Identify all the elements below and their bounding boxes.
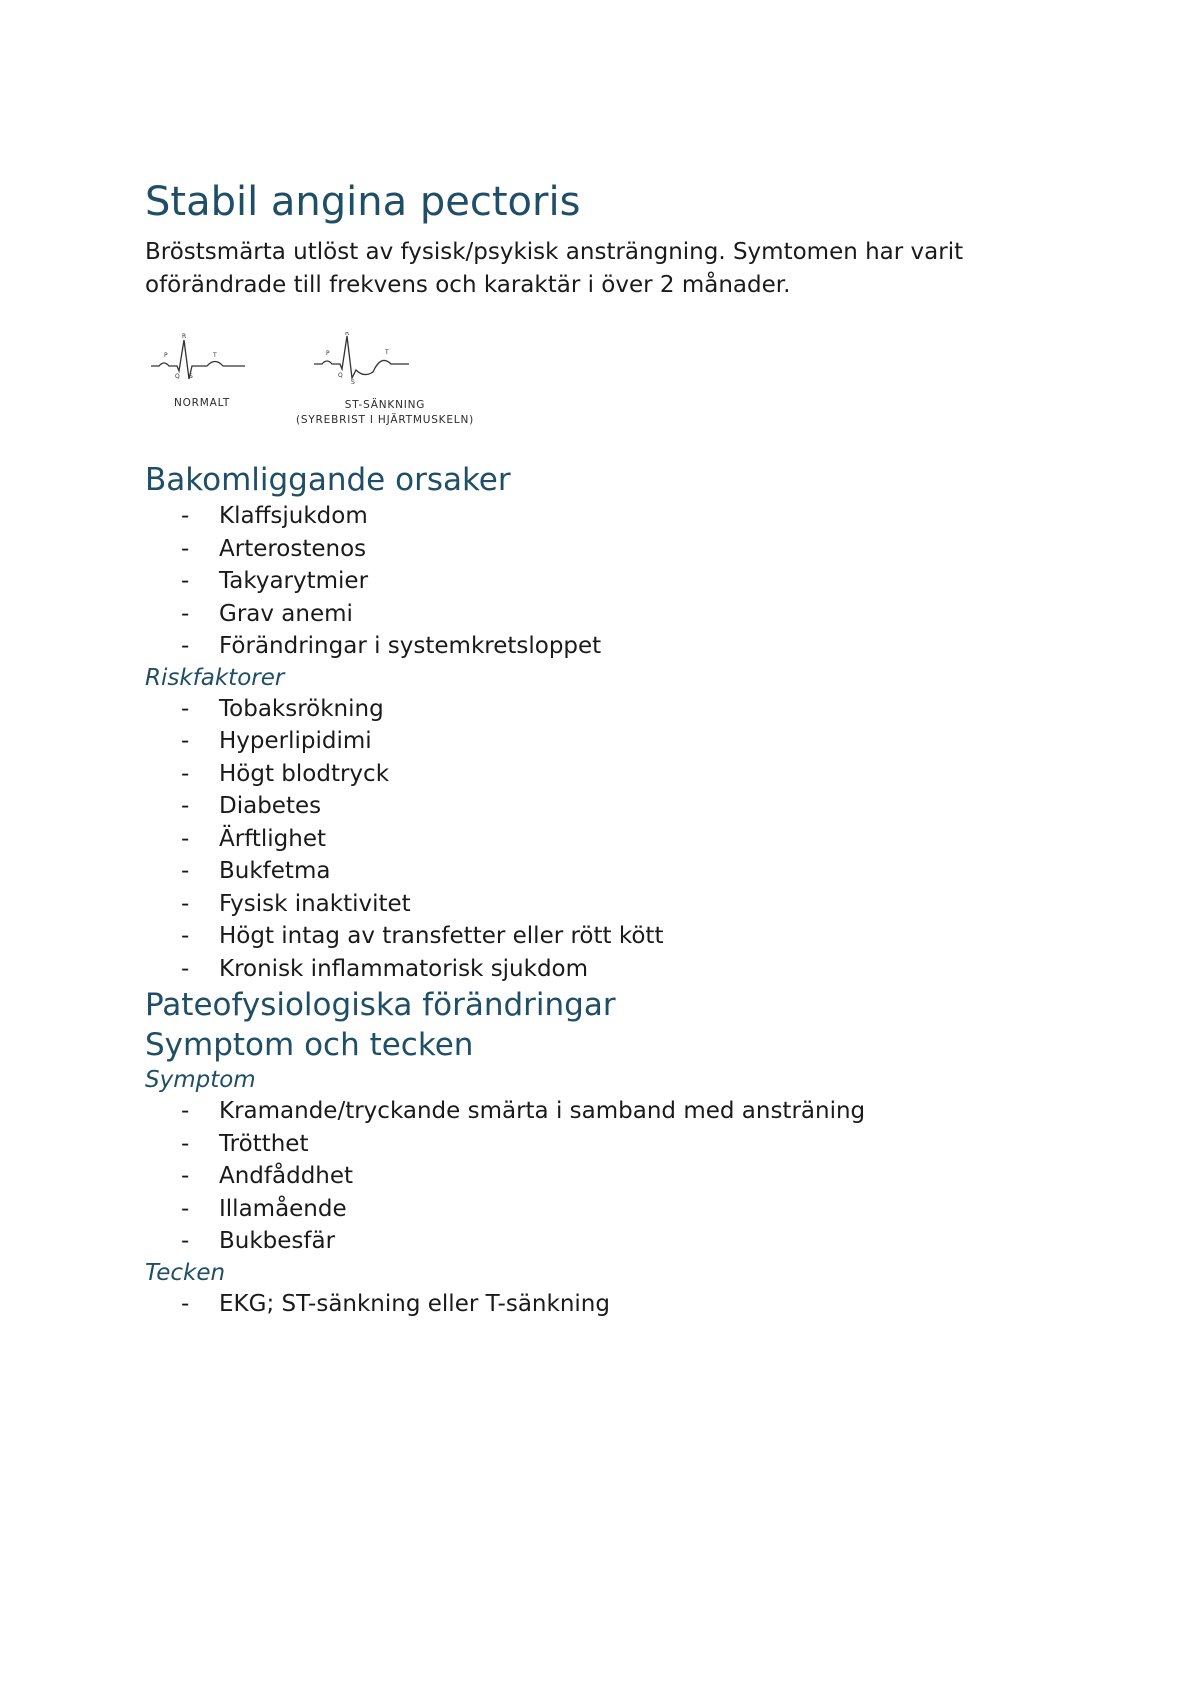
intro-paragraph <box>145 236 1065 302</box>
list-item-text: EKG; ST-sänkning eller T-sänkning <box>219 1290 610 1317</box>
list-dash: - <box>181 695 190 722</box>
list-item <box>145 1288 1065 1321</box>
list-item <box>145 1160 1065 1193</box>
list-item <box>145 920 1065 953</box>
list-symptom <box>145 1095 1065 1258</box>
ecg-st-label <box>265 398 505 428</box>
list-item-text: Bukfetma <box>219 858 331 884</box>
list-item-text: Bukbesfär <box>219 1228 336 1254</box>
list-item <box>145 790 1065 823</box>
list-dash: - <box>181 728 190 754</box>
list-item-text: Kramande/tryckande smärta i samband med ansträning <box>219 1098 866 1124</box>
list-dash: - <box>181 825 190 852</box>
list-item <box>145 1193 1065 1226</box>
ecg-normal-r: R <box>182 333 187 340</box>
list-dash: - <box>181 1163 190 1189</box>
list-dash: - <box>181 503 190 529</box>
ecg-st-q: Q <box>338 372 343 379</box>
list-dash: - <box>181 1098 190 1124</box>
list-item <box>145 693 1065 726</box>
ecg-st-s: S <box>351 379 355 386</box>
ecg-st-t: T <box>385 349 389 356</box>
list-item <box>145 725 1065 758</box>
list-dash: - <box>181 923 190 949</box>
ecg-normal-s: S <box>189 373 193 380</box>
heading-riskfaktorer: Riskfaktorer <box>145 664 285 691</box>
list-item-text: Arterostenos <box>219 535 367 562</box>
list-dash: - <box>181 1130 190 1157</box>
list-dash: - <box>181 1195 190 1222</box>
list-item-text: Ärftlighet <box>219 825 327 852</box>
ecg-normal-trace <box>151 333 245 380</box>
list-item <box>145 630 1065 663</box>
ecg-normal-p: P <box>164 352 168 359</box>
list-item-text: Klaffsjukdom <box>219 503 368 529</box>
page-title: Stabil angina pectoris <box>145 179 581 225</box>
list-dash: - <box>181 535 190 562</box>
list-dash: - <box>181 955 190 982</box>
list-item-text: Tobaksrökning <box>219 695 384 722</box>
list-item-text: Fysisk inaktivitet <box>219 890 411 917</box>
list-item-text: Diabetes <box>219 793 322 819</box>
ecg-normal-t: T <box>213 352 217 359</box>
list-item-text: Takyarytmier <box>219 568 369 594</box>
ecg-st-r: R <box>345 332 350 337</box>
list-item-text: Andfåddhet <box>219 1163 354 1189</box>
ecg-st-p: P <box>326 350 330 357</box>
list-item-text: Hyperlipidimi <box>219 728 372 754</box>
list-dash: - <box>181 858 190 884</box>
list-dash: - <box>181 568 190 594</box>
list-dash: - <box>181 760 190 787</box>
list-item-text: Högt intag av transfetter eller rött kött <box>219 923 664 949</box>
list-item <box>145 598 1065 631</box>
heading-pateofysiologiska: Pateofysiologiska förändringar <box>145 987 616 1023</box>
intro-line-2: oförändrade till frekvens och karaktär i över 2 månader. <box>145 272 791 298</box>
list-dash: - <box>181 600 190 627</box>
list-dash: - <box>181 633 190 659</box>
list-item <box>145 953 1065 986</box>
list-item <box>145 533 1065 566</box>
ecg-figure <box>145 332 1065 460</box>
heading-bakomliggande-orsaker: Bakomliggande orsaker <box>145 462 511 498</box>
list-item <box>145 855 1065 888</box>
intro-line-1: Bröstsmärta utlöst av fysisk/psykisk ansträngning. Symtomen har varit <box>145 239 964 265</box>
ecg-waveforms <box>151 332 471 396</box>
ecg-st-label-line-2: (SYREBRIST I HJÄRTMUSKELN) <box>295 414 475 426</box>
list-item-text: Högt blodtryck <box>219 760 390 787</box>
list-item <box>145 823 1065 856</box>
ecg-st-label-line-1: ST-SÄNKNING <box>344 399 426 411</box>
list-bakomliggande-orsaker <box>145 500 1065 663</box>
list-item-text: Illamående <box>219 1195 347 1222</box>
list-item-text: Grav anemi <box>219 600 353 627</box>
heading-symptom-och-tecken: Symptom och tecken <box>145 1027 474 1063</box>
ecg-normal-label: NORMALT <box>173 397 231 409</box>
list-item <box>145 758 1065 791</box>
list-item-text: Kronisk inflammatorisk sjukdom <box>219 955 589 982</box>
list-item-text: Förändringar i systemkretsloppet <box>219 633 602 659</box>
list-item <box>145 888 1065 921</box>
list-dash: - <box>181 793 190 819</box>
list-item <box>145 1095 1065 1128</box>
ecg-normal-q: Q <box>175 373 180 380</box>
document-content <box>145 178 1065 1320</box>
list-item <box>145 565 1065 598</box>
list-dash: - <box>181 1290 190 1317</box>
heading-tecken: Tecken <box>145 1259 226 1286</box>
list-item <box>145 1225 1065 1258</box>
list-item <box>145 500 1065 533</box>
heading-symptom: Symptom <box>145 1067 256 1093</box>
ecg-st-trace <box>314 332 409 386</box>
list-item <box>145 1128 1065 1161</box>
list-item-text: Trötthet <box>219 1130 309 1157</box>
list-dash: - <box>181 890 190 917</box>
list-tecken <box>145 1288 1065 1321</box>
list-riskfaktorer <box>145 693 1065 986</box>
list-dash: - <box>181 1228 190 1254</box>
